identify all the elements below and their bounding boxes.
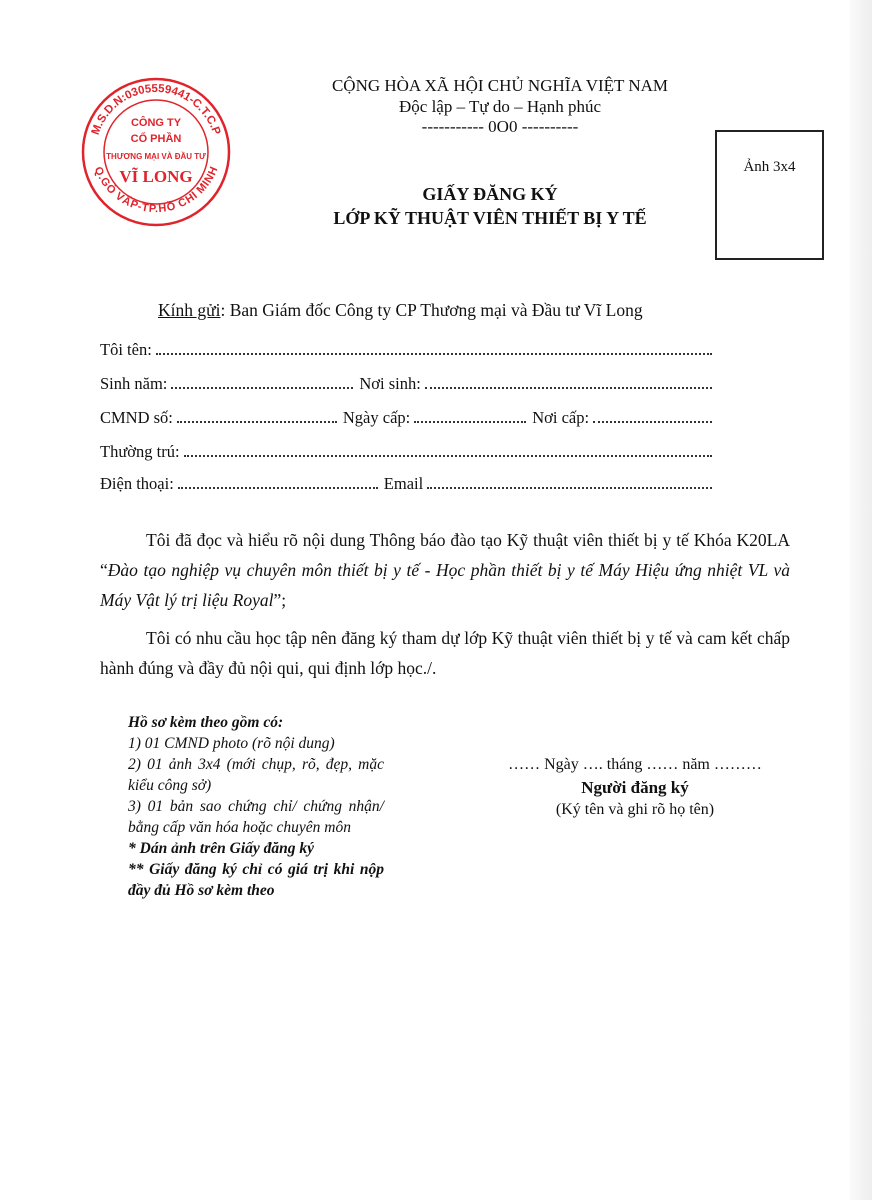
field-birth	[100, 372, 712, 394]
course-name: Đào tạo nghiệp vụ chuyên môn thiết bị y tế - Học phần thiết bị y tế Máy Hiệu ứng nhiệt VL và Máy Vật lý trị liệu Royal	[100, 560, 790, 610]
scan-edge	[850, 0, 872, 1200]
motto: Độc lập – Tự do – Hạnh phúc	[399, 97, 601, 116]
form-subtitle: LỚP KỸ THUẬT VIÊN THIẾT BỊ Y TẾ	[333, 208, 647, 228]
issue-date-input[interactable]	[414, 421, 526, 423]
photo-label: Ảnh 3x4	[743, 159, 796, 175]
field-name	[100, 338, 712, 360]
birth-year-input[interactable]	[171, 387, 353, 389]
email-input[interactable]	[427, 487, 712, 489]
attachments-list	[128, 712, 384, 901]
birth-year-label: Sinh năm:	[100, 374, 168, 393]
birth-place-label: Nơi sinh:	[359, 374, 421, 393]
addressee-text: : Ban Giám đốc Công ty CP Thương mại và Đầu tư Vĩ Long	[220, 300, 643, 320]
attachment-item: 1) 01 CMND photo (rõ nội dung)	[128, 735, 335, 752]
country-heading: CỘNG HÒA XÃ HỘI CHỦ NGHĨA VIỆT NAM	[331, 76, 669, 95]
svg-text:Q.GÒ VẤP-TP.HỒ CHÍ MINH: Q.GÒ VẤP-TP.HỒ CHÍ MINH	[91, 165, 221, 216]
email-label: Email	[383, 474, 424, 493]
commitment-paragraph: Tôi có nhu cầu học tập nên đăng ký tham dự lớp Kỹ thuật viên thiết bị y tế và cam kết chấp hành đúng và đầy đủ nội qui, qui định lớp học./.	[100, 628, 790, 678]
svg-text:CÔNG TY: CÔNG TY	[130, 117, 182, 129]
issue-place-input[interactable]	[593, 421, 712, 423]
attachments-heading: Hồ sơ kèm theo gồm có:	[128, 714, 284, 731]
form-title: GIẤY ĐĂNG KÝ	[422, 184, 558, 204]
phone-label: Điện thoại:	[100, 474, 174, 493]
p1-end: ”;	[273, 590, 287, 610]
id-number-input[interactable]	[177, 421, 337, 423]
signature-date: …… Ngày …. tháng …… năm ………	[508, 756, 762, 773]
attachment-item: 3) 01 bản sao chứng chỉ/ chứng nhận/ bằng cấp văn hóa hoặc chuyên môn	[128, 798, 384, 836]
declaration-paragraph	[100, 525, 790, 615]
company-stamp	[80, 76, 232, 228]
addressee	[158, 300, 643, 321]
note-photo: * Dán ảnh trên Giấy đăng ký	[128, 840, 315, 857]
name-input[interactable]	[156, 353, 712, 355]
svg-text:M.S.D.N:0305559441-C.T.C.P: M.S.D.N:0305559441-C.T.C.P	[89, 82, 223, 137]
residence-input[interactable]	[184, 455, 712, 457]
svg-text:VĨ LONG: VĨ LONG	[119, 167, 193, 186]
id-number-label: CMND số:	[100, 408, 173, 427]
p1-text: Tôi đã đọc và hiểu rõ nội dung Thông báo đào tạo Kỹ thuật viên thiết bị y tế Khóa K20LA “	[100, 530, 790, 580]
phone-input[interactable]	[178, 487, 378, 489]
svg-text:CỔ PHẦN: CỔ PHẦN	[130, 133, 182, 145]
field-residence	[100, 440, 712, 462]
field-id	[100, 406, 712, 428]
name-label: Tôi tên:	[100, 340, 152, 359]
note-validity: ** Giấy đăng ký chỉ có giá trị khi nộp đầy đủ Hồ sơ kèm theo	[128, 861, 384, 899]
signature-instruction: (Ký tên và ghi rõ họ tên)	[555, 801, 715, 818]
photo-box	[715, 130, 824, 260]
residence-label: Thường trú:	[100, 442, 180, 461]
svg-text:THƯƠNG MẠI VÀ ĐẦU TƯ: THƯƠNG MẠI VÀ ĐẦU TƯ	[106, 152, 206, 161]
signature-title: Người đăng ký	[581, 778, 689, 797]
addressee-prefix: Kính gửi	[158, 300, 221, 320]
attachment-item: 2) 01 ảnh 3x4 (mới chụp, rõ, đẹp, mặc kiểu công sở)	[128, 756, 384, 794]
birth-place-input[interactable]	[425, 387, 712, 389]
field-contact	[100, 472, 712, 494]
issue-date-label: Ngày cấp:	[342, 408, 411, 427]
separator: ----------- 0O0 ----------	[421, 117, 579, 136]
issue-place-label: Nơi cấp:	[532, 408, 590, 427]
